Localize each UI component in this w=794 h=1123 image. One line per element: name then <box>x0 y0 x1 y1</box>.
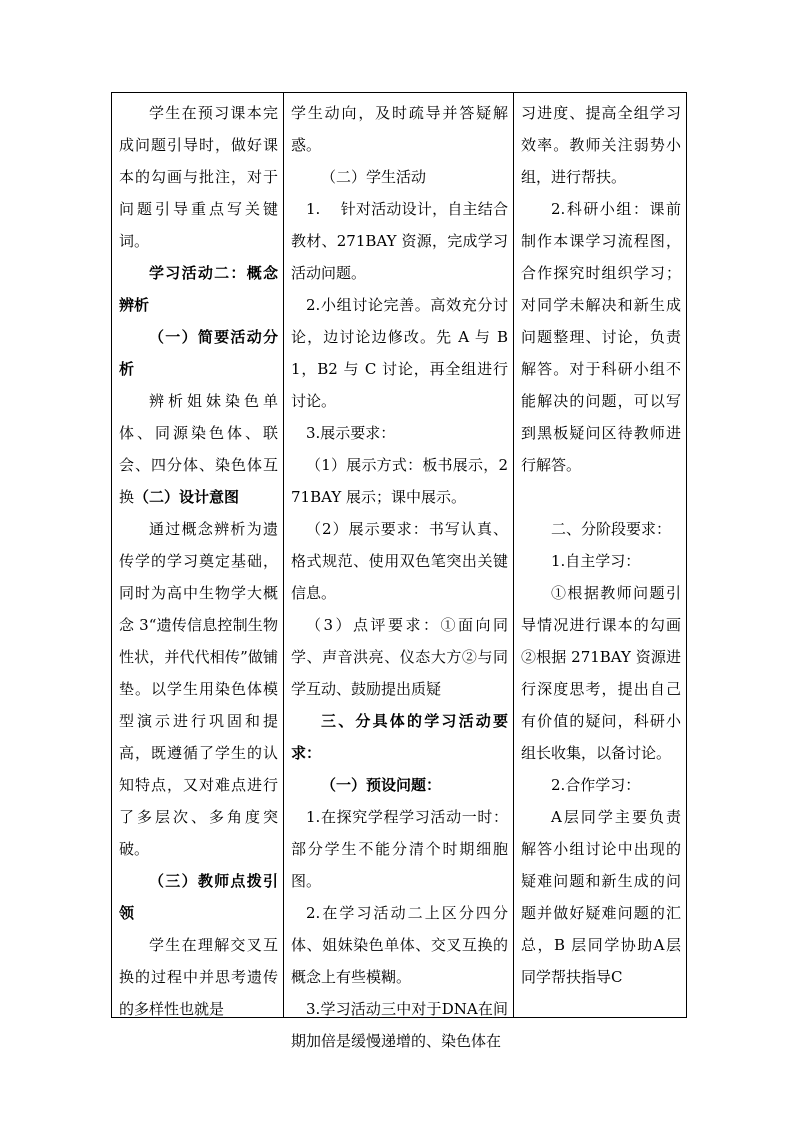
list-item: 1. 针对活动设计，自主结合教材、271BAY 资源，完成学习活动问题。 <box>291 200 508 282</box>
section-heading: 二、分阶段要求： <box>551 520 672 538</box>
blank-line <box>521 481 681 513</box>
list-item: 1.在探究学程学习活动一时：部分学生不能分清个时期细胞图。 <box>291 808 508 890</box>
subsection-heading: （二）学生活动 <box>321 168 427 186</box>
table-column-2 <box>284 93 514 1050</box>
list-item: （1）展示方式：板书展示，271BAY 展示；课中展示。 <box>291 456 508 506</box>
table-column-3 <box>514 93 686 1017</box>
paragraph: 学生动向，及时疏导并答疑解惑。 <box>291 104 508 154</box>
list-item: （3）点评要求：①面向同学、声音洪亮、仪态大方②与同学互动、鼓励提出质疑 <box>291 616 508 698</box>
list-item: 3.展示要求： <box>306 424 396 442</box>
subsection-heading: （一）预设问题： <box>321 776 442 794</box>
section-heading: 三、分具体的学习活动要求： <box>291 712 508 762</box>
paragraph: 学生在理解交叉互换的过程中并思考遗传的多样性也就是 <box>119 936 278 1018</box>
subsection-heading: （三）教师点拨引领 <box>119 872 278 922</box>
list-item: （2）展示要求：书写认真、格式规范、使用双色笔突出关键信息。 <box>291 520 508 602</box>
lesson-plan-table <box>111 92 687 1050</box>
paragraph <box>119 385 278 513</box>
list-item: 3.学习活动三中对于DNA在间期加倍是缓慢递增的、染色体在 <box>291 1000 508 1050</box>
list-item: 2.合作学习： <box>551 776 641 794</box>
list-item: 2.在学习活动二上区分四分体、姐妹染色单体、交叉互换的概念上有些模糊。 <box>291 904 508 986</box>
section-heading: 学习活动二：概念辨析 <box>119 264 278 314</box>
subsection-heading: （二）设计意图 <box>134 488 240 506</box>
paragraph: 学生在预习课本完成问题引导时，做好课本的勾画与批注，对于问题引导重点写关键词。 <box>119 104 278 250</box>
subsection-heading: （一）简要活动分析 <box>119 328 278 378</box>
paragraph: 通过概念辨析为遗传学的学习奠定基础，同时为高中生物学大概念 3“遗传信息控制生物性状，并代代相传”做铺垫。以学生用染色体模型演示进行巩固和提高，既遵循了学生的认知特点，又对难点进行了多层次、多角度突破。 <box>119 520 278 858</box>
inline-text: 辨析姐妹染色单体、同源染色体、联会、四分体、染色体互换 <box>119 392 278 506</box>
paragraph: 习进度、提高全组学习效率。教师关注弱势小组，进行帮扶。 <box>521 104 681 186</box>
list-item: 1.自主学习： <box>551 552 641 570</box>
paragraph: A层同学主要负责解答小组讨论中出现的疑难问题和新生成的问题并做好疑难问题的汇总，B 层同学协助A层同学帮扶指导C <box>521 808 681 986</box>
paragraph: ①根据教师问题引导情况进行课本的勾画②根据 271BAY 资源进行深度思考，提出自己有价值的疑问，科研小组长收集，以备讨论。 <box>521 584 681 762</box>
paragraph: 2.科研小组：课前制作本课学习流程图，合作探究时组织学习；对同学未解决和新生成问题整理、讨论，负责解答。对于科研小组不能解决的问题，可以写到黑板疑问区待教师进行解答。 <box>521 200 681 474</box>
list-item: 2.小组讨论完善。高效充分讨论，边讨论边修改。先 A 与 B1，B2 与 C 讨论，再全组进行讨论。 <box>291 296 508 410</box>
table-column-1 <box>112 93 284 1017</box>
